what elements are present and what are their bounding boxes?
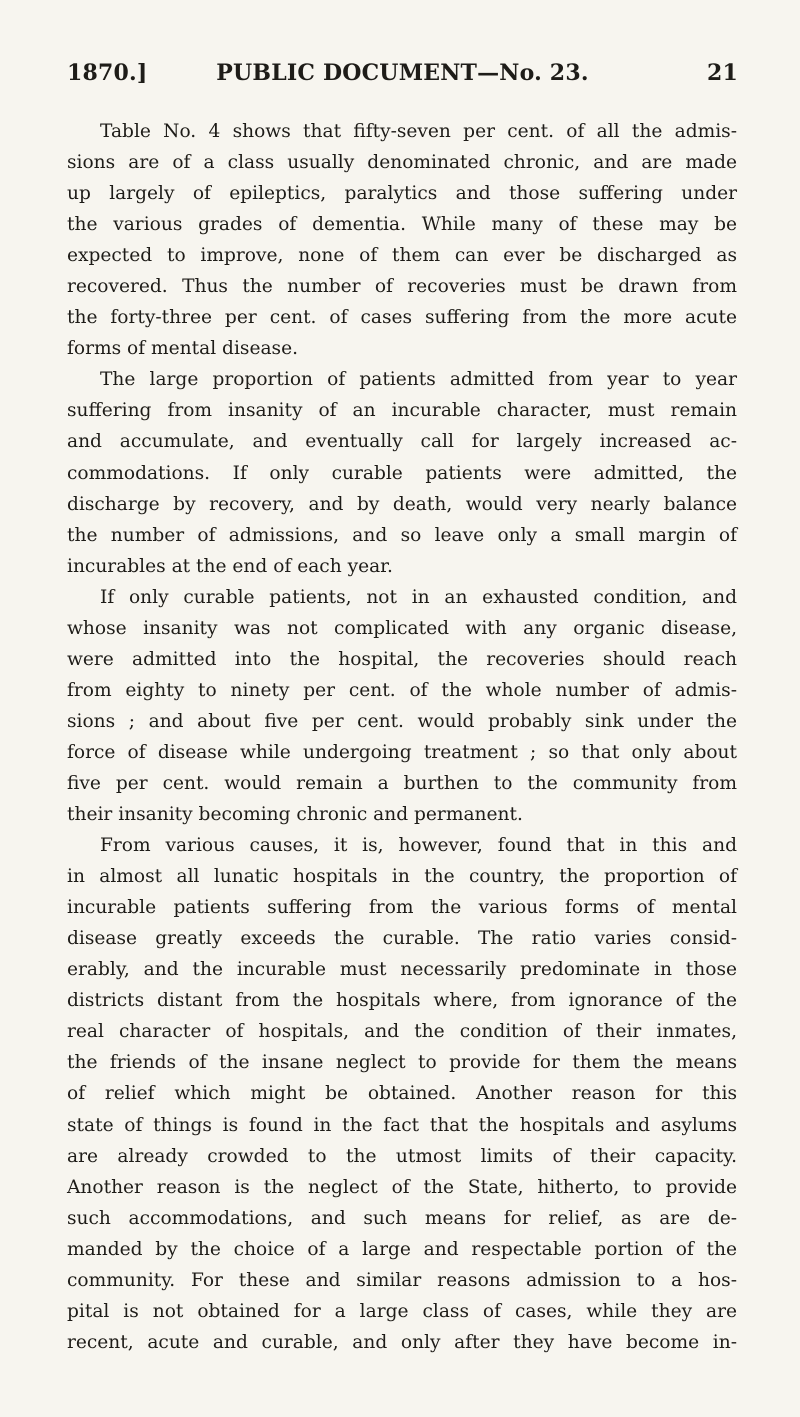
text-line: of relief which might be obtained. Another reason for this (67, 1083, 737, 1105)
text-line: forms of mental disease. (67, 338, 298, 360)
body-text (67, 116, 737, 1358)
paragraph-first-line: If only curable patients, not in an exhausted condition, and (100, 586, 737, 608)
paragraph-first-line: Table No. 4 shows that fifty-seven per cent. of all the admis- (100, 121, 737, 142)
text-line: pital is not obtained for a large class of cases, while they are (67, 1300, 737, 1322)
text-line: recovered. Thus the number of recoveries must be drawn from (67, 276, 737, 298)
text-line: incurable patients suffering from the various forms of mental (67, 897, 737, 919)
text-line: sions are of a class usually denominated chronic, and are made (67, 152, 737, 174)
text-line: from eighty to ninety per cent. of the whole number of admis- (67, 679, 737, 701)
text-line: suffering from insanity of an incurable character, must remain (67, 400, 737, 422)
text-line: real character of hospitals, and the condition of their inmates, (67, 1021, 737, 1043)
page-number: 21 (706, 60, 738, 86)
text-line: their insanity becoming chronic and permanent. (67, 804, 523, 826)
text-line: such accommodations, and such means for relief, as are de- (67, 1207, 737, 1229)
text-line: manded by the choice of a large and respectable portion of the (67, 1238, 737, 1260)
paragraph-first-line: From various causes, it is, however, found that in this and (100, 835, 737, 857)
text-line: were admitted into the hospital, the recoveries should reach (67, 648, 737, 670)
text-line: state of things is found in the fact that the hospitals and asylums (67, 1114, 737, 1136)
text-line: commodations. If only curable patients were admitted, the (67, 462, 737, 484)
running-header (67, 60, 738, 92)
text-line: the various grades of dementia. While many of these may be (67, 214, 737, 236)
text-line: are already crowded to the utmost limits of their capacity. (67, 1145, 737, 1167)
text-line: the forty-three per cent. of cases suffering from the more acute (67, 307, 737, 329)
text-line: the friends of the insane neglect to provide for them the means (67, 1052, 737, 1074)
text-line: community. For these and similar reasons admission to a hos- (67, 1269, 737, 1291)
text-line: discharge by recovery, and by death, would very nearly balance (67, 493, 737, 515)
text-line: the number of admissions, and so leave only a small margin of (67, 524, 737, 546)
text-line: sions ; and about five per cent. would probably sink under the (67, 710, 737, 732)
paragraph-first-line: The large proportion of patients admitted from year to year (100, 369, 737, 391)
text-line: districts distant from the hospitals where, from ignorance of the (67, 990, 737, 1012)
text-line: and accumulate, and eventually call for largely increased ac- (67, 431, 737, 453)
text-line: force of disease while undergoing treatment ; so that only about (67, 741, 737, 763)
text-line: up largely of epileptics, paralytics and those suffering under (67, 183, 737, 205)
text-line: expected to improve, none of them can ever be discharged as (67, 245, 737, 267)
text-line: incurables at the end of each year. (67, 555, 393, 577)
text-line: disease greatly exceeds the curable. The ratio varies consid- (67, 928, 737, 950)
text-line: Another reason is the neglect of the State, hitherto, to provide (67, 1176, 737, 1198)
text-line: erably, and the incurable must necessarily predominate in those (67, 959, 737, 981)
header-title: PUBLIC DOCUMENT—No. 23. (216, 60, 589, 86)
text-line: whose insanity was not complicated with any organic disease, (67, 617, 737, 639)
text-line: in almost all lunatic hospitals in the country, the proportion of (67, 866, 737, 888)
text-line: recent, acute and curable, and only after they have become in- (67, 1331, 737, 1353)
text-line: five per cent. would remain a burthen to the community from (67, 772, 737, 794)
header-year: 1870.] (67, 60, 148, 86)
